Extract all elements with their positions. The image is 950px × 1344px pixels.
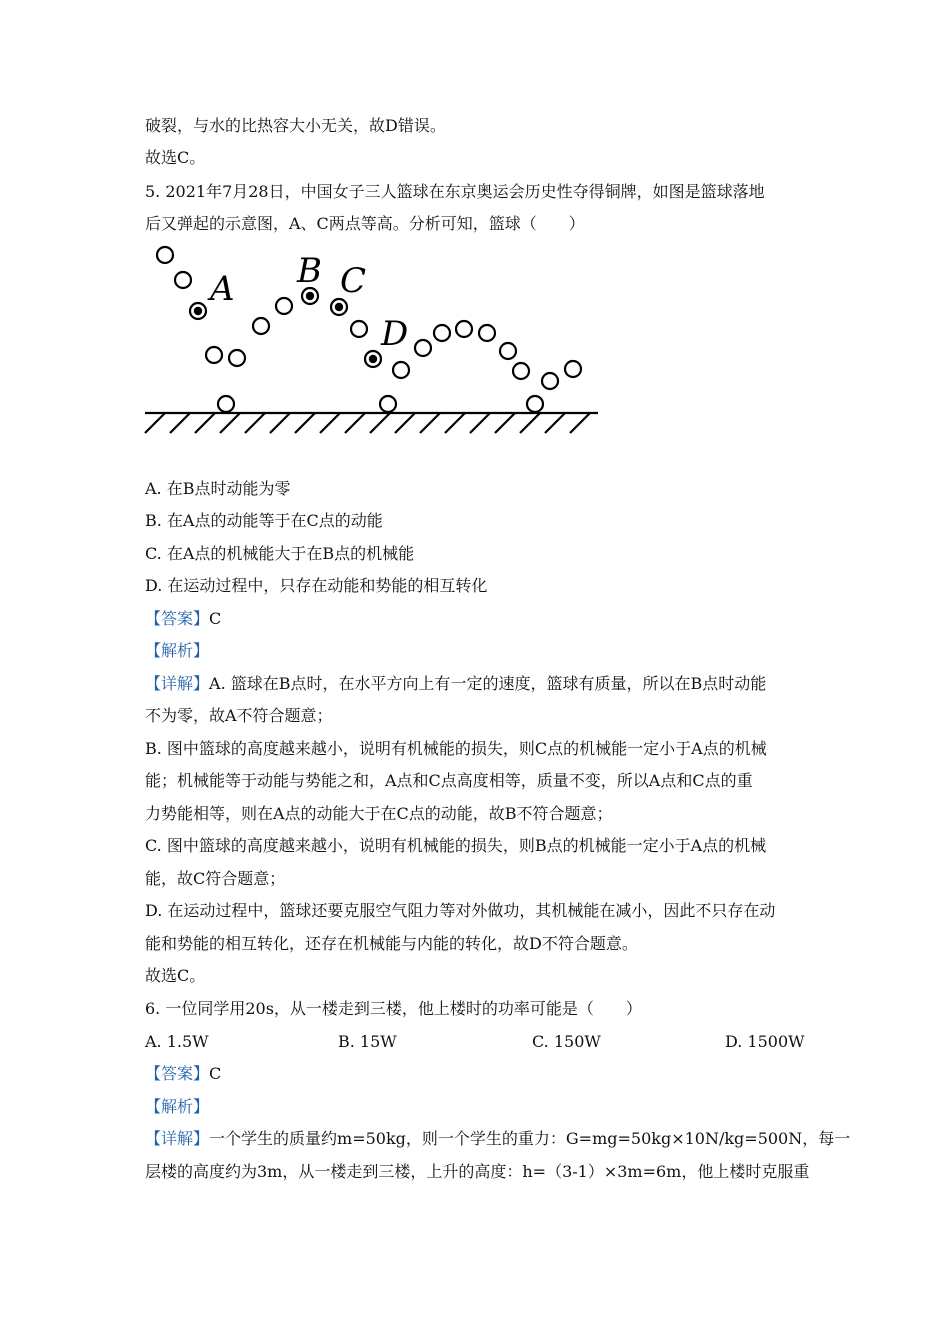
q6-option-b: B. 15W bbox=[338, 1032, 397, 1051]
q6-option-c: C. 150W bbox=[532, 1032, 601, 1051]
q6-answer-line bbox=[145, 1064, 221, 1084]
option-c: C. 在A点的机械能大于在B点的机械能 bbox=[145, 544, 415, 563]
detail-line: 能，故C符合题意； bbox=[145, 869, 286, 888]
answer-tag: 【答案】 bbox=[145, 609, 210, 628]
q6-option-a: A. 1.5W bbox=[145, 1032, 209, 1051]
question-5-stem-cont: 后又弹起的示意图，A、C两点等高。分析可知，篮球（ ） bbox=[145, 214, 585, 233]
detail-line: 不为零，故A不符合题意； bbox=[145, 706, 333, 725]
detail-text: A. 篮球在B点时，在水平方向上有一定的速度，篮球有质量，所以在B点时动能 bbox=[209, 674, 767, 693]
detail-line: 故选C。 bbox=[145, 966, 206, 985]
label-a: A bbox=[210, 269, 235, 309]
answer-tag: 【答案】 bbox=[145, 1064, 210, 1083]
point-d bbox=[365, 351, 381, 367]
answer-value: C bbox=[209, 1064, 222, 1083]
q6-detail-line: 层楼的高度约为3m，从一楼走到三楼，上升的高度：h=（3-1）×3m=6m，他上楼时克服重 bbox=[145, 1162, 810, 1181]
answer-value: C bbox=[209, 609, 222, 628]
detail-line bbox=[145, 674, 766, 694]
q6-option-d: D. 1500W bbox=[725, 1032, 805, 1051]
q6-analysis-tag: 【解析】 bbox=[145, 1097, 210, 1116]
label-b: B bbox=[297, 251, 322, 291]
detail-line: C. 图中篮球的高度越来越小，说明有机械能的损失，则B点的机械能一定小于A点的机械 bbox=[145, 836, 767, 855]
text-line: 破裂，与水的比热容大小无关，故D错误。 bbox=[145, 116, 446, 135]
point-c bbox=[331, 299, 347, 315]
detail-line: D. 在运动过程中，篮球还要克服空气阻力等对外做功，其机械能在减小，因此不只存在动 bbox=[145, 901, 776, 920]
detail-line: B. 图中篮球的高度越来越小，说明有机械能的损失，则C点的机械能一定小于A点的机械 bbox=[145, 739, 767, 758]
answer-line bbox=[145, 609, 221, 629]
point-a bbox=[190, 303, 206, 319]
q6-detail-line bbox=[145, 1129, 850, 1149]
option-a: A. 在B点时动能为零 bbox=[145, 479, 291, 498]
label-d: D bbox=[381, 314, 409, 354]
detail-tag: 【详解】 bbox=[145, 1129, 210, 1148]
detail-tag: 【详解】 bbox=[145, 674, 210, 693]
question-6-stem: 6. 一位同学用20s，从一楼走到三楼，他上楼时的功率可能是（ ） bbox=[145, 999, 642, 1018]
option-b: B. 在A点的动能等于在C点的动能 bbox=[145, 511, 383, 530]
detail-line: 能；机械能等于动能与势能之和，A点和C点高度相等，质量不变，所以A点和C点的重 bbox=[145, 771, 753, 790]
basketball-bounce-figure bbox=[140, 240, 610, 440]
detail-line: 能和势能的相互转化，还存在机械能与内能的转化，故D不符合题意。 bbox=[145, 934, 638, 953]
option-d: D. 在运动过程中，只存在动能和势能的相互转化 bbox=[145, 576, 488, 595]
ground bbox=[145, 413, 598, 433]
detail-text: 一个学生的质量约m=50kg，则一个学生的重力：G=mg=50kg×10N/kg=500N，每一 bbox=[209, 1129, 851, 1148]
question-5-stem: 5. 2021年7月28日，中国女子三人篮球在东京奥运会历史性夺得铜牌，如图是篮球落地 bbox=[145, 182, 765, 201]
label-c: C bbox=[340, 261, 367, 301]
detail-line: 力势能相等，则在A点的动能大于在C点的动能，故B不符合题意； bbox=[145, 804, 613, 823]
text-line: 故选C。 bbox=[145, 148, 206, 167]
analysis-tag: 【解析】 bbox=[145, 641, 210, 660]
